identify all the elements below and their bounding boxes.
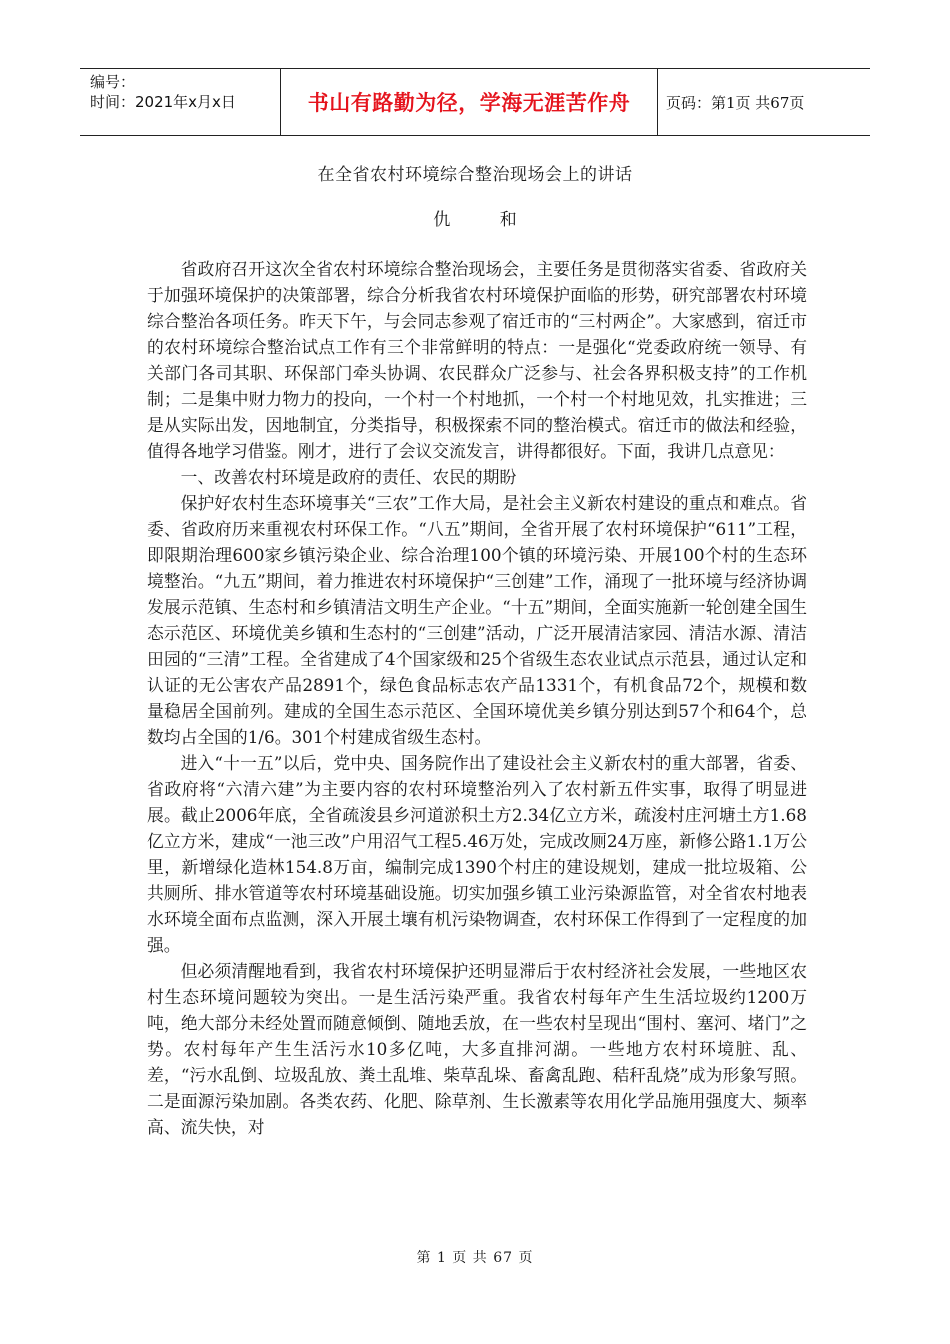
- header-number: 编号：: [90, 73, 136, 91]
- header-motto: 书山有路勤为径，学海无涯苦作舟: [280, 69, 658, 135]
- document-author: 仇 和: [433, 210, 539, 230]
- page-footer: 第 1 页 共 67 页: [416, 1250, 534, 1266]
- paragraph: 保护好农村生态环境事关“三农”工作大局，是社会主义新农村建设的重点和难点。省委、省政府历来重视农村环保工作。“八五”期间，全省开展了农村环境保护“611”工程，即限期治理600家乡镇污染企业、综合治理100个镇的环境污染、开展100个村的生态环境整治。“九五”期间，着力推进农村环境保护“三创建”工作，涌现了一批环境与经济协调发展示范镇、生态村和乡镇清洁文明生产企业。“十五”期间，全面实施新一轮创建全国生态示范区、环境优美乡镇和生态村的“三创建”活动，广泛开展清洁家园、清洁水源、清洁田园的“三清”工程。全省建成了4个国家级和25个省级生态农业试点示范县，通过认定和认证的无公害农产品2891个，绿色食品标志农产品1331个，有机食品72个，规模和数量稳居全国前列。建成的全国生态示范区、全国环境优美乡镇分别达到57个和64个，总数均占全国的1/6。301个村建成省级生态村。: [147, 493, 807, 747]
- header-meta: [80, 69, 280, 135]
- document-body: [147, 256, 807, 1140]
- paragraph: 但必须清醒地看到，我省农村环境保护还明显滞后于农村经济社会发展，一些地区农村生态环境问题较为突出。一是生活污染严重。我省农村每年产生生活垃圾约1200万吨，绝大部分未经处置而随意倾倒、随地丢放，在一些农村呈现出“围村、塞河、堵门”之势。农村每年产生生活污水10多亿吨，大多直排河湖。一些地方农村环境脏、乱、差，“污水乱倒、垃圾乱放、粪土乱堆、柴草乱垛、畜禽乱跑、秸秆乱烧”成为形象写照。二是面源污染加剧。各类农药、化肥、除草剂、生长激素等农用化学品施用强度大、频率高、流失快，对: [147, 961, 807, 1137]
- paragraph: 进入“十一五”以后，党中央、国务院作出了建设社会主义新农村的重大部署，省委、省政府将“六清六建”为主要内容的农村环境整治列入了农村新五件实事，取得了明显进展。截止2006年底，全省疏浚县乡河道淤积土方2.34亿立方米，疏浚村庄河塘土方1.68亿立方米，建成“一池三改”户用沼气工程5.46万处，完成改厕24万座，新修公路1.1万公里，新增绿化造林154.8万亩，编制完成1390个村庄的建设规划，建成一批垃圾箱、公共厕所、排水管道等农村环境基础设施。切实加强乡镇工业污染源监管，对全省农村地表水环境全面布点监测，深入开展土壤有机污染物调查，农村环保工作得到了一定程度的加强。: [147, 753, 807, 955]
- document-header: [80, 68, 870, 136]
- header-page-info: 页码：第1页 共67页: [666, 93, 805, 112]
- section-heading: 一、改善农村环境是政府的责任、农民的期盼: [180, 467, 517, 487]
- document-title: 在全省农村环境综合整治现场会上的讲话: [317, 165, 633, 185]
- paragraph: 省政府召开这次全省农村环境综合整治现场会，主要任务是贯彻落实省委、省政府关于加强环境保护的决策部署，综合分析我省农村环境保护面临的形势，研究部署农村环境综合整治各项任务。昨天下午，与会同志参观了宿迁市的“三村两企”。大家感到，宿迁市的农村环境综合整治试点工作有三个非常鲜明的特点：一是强化“党委政府统一领导、有关部门各司其职、环保部门牵头协调、农民群众广泛参与、社会各界积极支持”的工作机制；二是集中财力物力的投向，一个村一个村地抓，一个村一个村地见效，扎实推进；三是从实际出发，因地制宜，分类指导，积极探索不同的整治模式。宿迁市的做法和经验，值得各地学习借鉴。刚才，进行了会议交流发言，讲得都很好。下面，我讲几点意见：: [147, 259, 807, 461]
- header-date: 时间：2021年x月x日: [90, 93, 236, 111]
